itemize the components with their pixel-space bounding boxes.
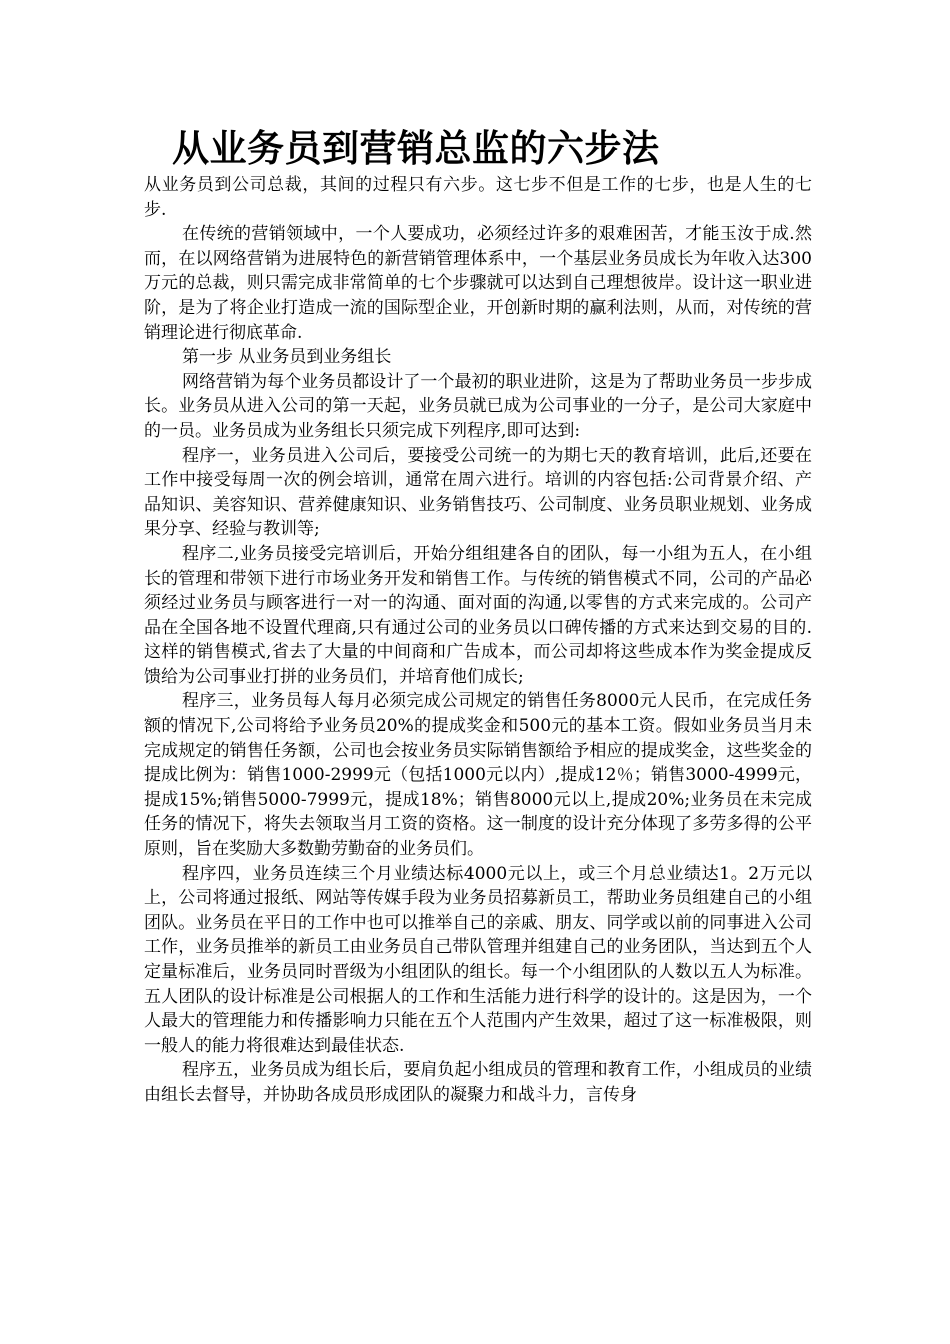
section-heading: 第一步 从业务员到业务组长 (182, 347, 392, 368)
body-paragraph: 在传统的营销领域中，一个人要成功，必须经过许多的艰难困苦，才能玉汝于成.然而，在以网络营销为进展特色的新营销管理体系中，一个基层业务员成长为年收入达300万元的总裁，则只需完成非常简单的七个步骤就可以达到自己理想彼岸。设计这一职业进阶，是为了将企业打造成一流的国际型企业，开创新时期的赢利法则，从而，对传统的营销理论进行彻底革命. (144, 224, 812, 343)
intro-paragraph: 从业务员到公司总裁，其间的过程只有六步。这七步不但是工作的七步，也是人生的七步. (144, 175, 812, 220)
body-paragraph: 程序三，业务员每人每月必须完成公司规定的销售任务8000元人民币，在完成任务额的情况下,公司将给予业务员20%的提成奖金和500元的基本工资。假如业务员当月未完成规定的销售任务额，公司也会按业务员实际销售额给予相应的提成奖金，这些奖金的提成比例为：销售1000-2999元（包括1000元以内）,提成12％；销售3000-4999元，提成15%;销售5000-7999元，提成18%；销售8000元以上,提成20%;业务员在未完成任务的情况下，将失去领取当月工资的资格。这一制度的设计充分体现了多劳多得的公平原则，旨在奖励大多数勤劳勤奋的业务员们。 (144, 691, 812, 860)
body-paragraph: 程序四，业务员连续三个月业绩达标4000元以上，或三个月总业绩达1。2万元以上，公司将通过报纸、网站等传媒手段为业务员招募新员工，帮助业务员组建自己的小组团队。业务员在平日的工作中也可以推举自己的亲戚、朋友、同学或以前的同事进入公司工作，业务员推举的新员工由业务员自己带队管理并组建自己的业务团队，当达到五个人定量标准后，业务员同时晋级为小组团队的组长。每一个小组团队的人数以五人为标准。五人团队的设计标准是公司根据人的工作和生活能力进行科学的设计的。这是因为，一个人最大的管理能力和传播影响力只能在五个人范围内产生效果，超过了这一标准极限，则一般人的能力将很难达到最佳状态. (144, 863, 812, 1056)
body-paragraph: 程序五，业务员成为组长后，要肩负起小组成员的管理和教育工作，小组成员的业绩由组长去督导，并协助各成员形成团队的凝聚力和战斗力，言传身 (144, 1060, 812, 1105)
body-paragraph: 程序一，业务员进入公司后，要接受公司统一的为期七天的教育培训，此后,还要在工作中接受每周一次的例会培训，通常在周六进行。培训的内容包括:公司背景介绍、产品知识、美容知识、营养健康知识、业务销售技巧、公司制度、业务员职业规划、业务成果分享、经验与教训等; (144, 445, 812, 540)
body-paragraph: 网络营销为每个业务员都设计了一个最初的职业进阶，这是为了帮助业务员一步步成长。业务员从进入公司的第一天起，业务员就已成为公司事业的一分子，是公司大家庭中的一员。业务员成为业务组长只须完成下列程序,即可达到: (144, 371, 812, 441)
document-title: 从业务员到营销总监的六步法 (172, 127, 660, 170)
document-body (144, 173, 812, 1108)
body-paragraph: 程序二,业务员接受完培训后，开始分组组建各自的团队，每一小组为五人，在小组长的管理和带领下进行市场业务开发和销售工作。与传统的销售模式不同，公司的产品必须经过业务员与顾客进行一对一的沟通、面对面的沟通,以零售的方式来完成的。公司产品在全国各地不设置代理商,只有通过公司的业务员以口碑传播的方式来达到交易的目的.这样的销售模式,省去了大量的中间商和广告成本，而公司却将这些成本作为奖金提成反馈给为公司事业打拼的业务员们，并培育他们成长; (144, 543, 812, 687)
